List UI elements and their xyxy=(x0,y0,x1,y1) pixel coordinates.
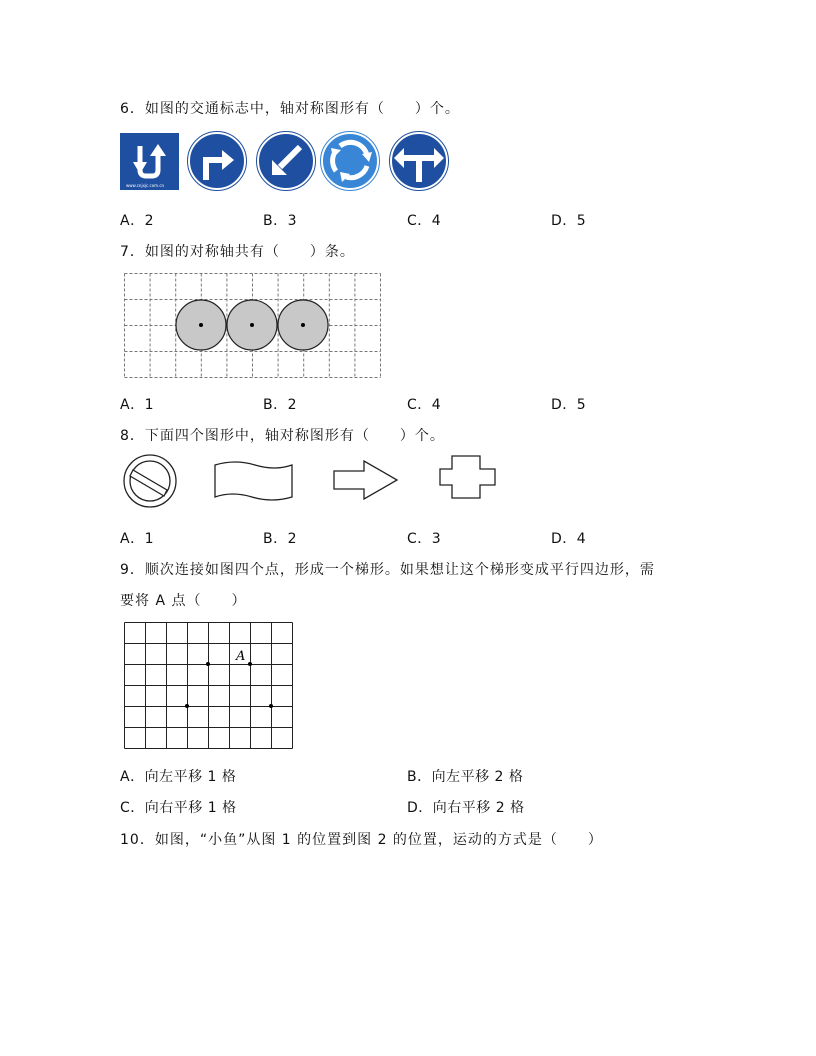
point-grid-figure xyxy=(124,622,294,750)
grid-point-a xyxy=(248,662,252,666)
q9-option-d: D．向右平移 2 格 xyxy=(407,800,525,816)
q8-option-a: A．1 xyxy=(120,531,154,547)
question-10-stem: 10．如图，“小鱼”从图 1 的位置到图 2 的位置，运动的方式是（ ） xyxy=(120,832,603,848)
circles xyxy=(176,300,328,350)
q9-option-b: B．向左平移 2 格 xyxy=(407,769,524,785)
question-7-stem: 7．如图的对称轴共有（ ）条。 xyxy=(120,244,355,260)
turn-right-sign-icon xyxy=(188,132,247,191)
left-right-split-sign-icon xyxy=(390,132,449,191)
q7-option-c: C．4 xyxy=(407,397,442,413)
grid-point xyxy=(206,662,210,666)
grid-point xyxy=(269,704,273,708)
q6-option-d: D．5 xyxy=(551,213,587,229)
right-arrow-shape-icon xyxy=(334,461,397,499)
q6-option-c: C．4 xyxy=(407,213,442,229)
q8-option-b: B．2 xyxy=(263,531,298,547)
grid-point xyxy=(185,704,189,708)
down-left-arrow-sign-icon xyxy=(257,132,316,191)
q7-option-b: B．2 xyxy=(263,397,298,413)
q6-option-a: A．2 xyxy=(120,213,154,229)
four-shapes-figure xyxy=(120,455,500,507)
q8-option-c: C．3 xyxy=(407,531,442,547)
point-a-label: A xyxy=(236,649,246,664)
q7-option-a: A．1 xyxy=(120,397,154,413)
q9-option-a: A．向左平移 1 格 xyxy=(120,769,237,785)
sign-watermark: www.cnjxjc.com.cn xyxy=(126,183,165,188)
q7-option-d: D．5 xyxy=(551,397,587,413)
q6-option-b: B．3 xyxy=(263,213,298,229)
question-9-stem-line-2: 要将 A 点（ ） xyxy=(120,593,247,609)
traffic-signs xyxy=(120,130,460,192)
wavy-ribbon-shape-icon xyxy=(215,462,292,500)
three-circles-grid-figure xyxy=(124,273,382,379)
slashed-circle-icon xyxy=(124,455,176,507)
roundabout-sign-icon xyxy=(321,132,380,191)
solid-grid xyxy=(125,623,293,749)
u-turn-sign-icon xyxy=(120,133,179,190)
question-8-stem: 8．下面四个图形中，轴对称图形有（ ）个。 xyxy=(120,428,445,444)
q9-option-c: C．向右平移 1 格 xyxy=(120,800,237,816)
question-6-stem: 6．如图的交通标志中，轴对称图形有（ ）个。 xyxy=(120,101,460,117)
q8-option-d: D．4 xyxy=(551,531,587,547)
question-9-stem-line-1: 9．顺次连接如图四个点，形成一个梯形。如果想让这个梯形变成平行四边形，需 xyxy=(120,562,655,578)
cross-shape-icon xyxy=(440,456,495,498)
